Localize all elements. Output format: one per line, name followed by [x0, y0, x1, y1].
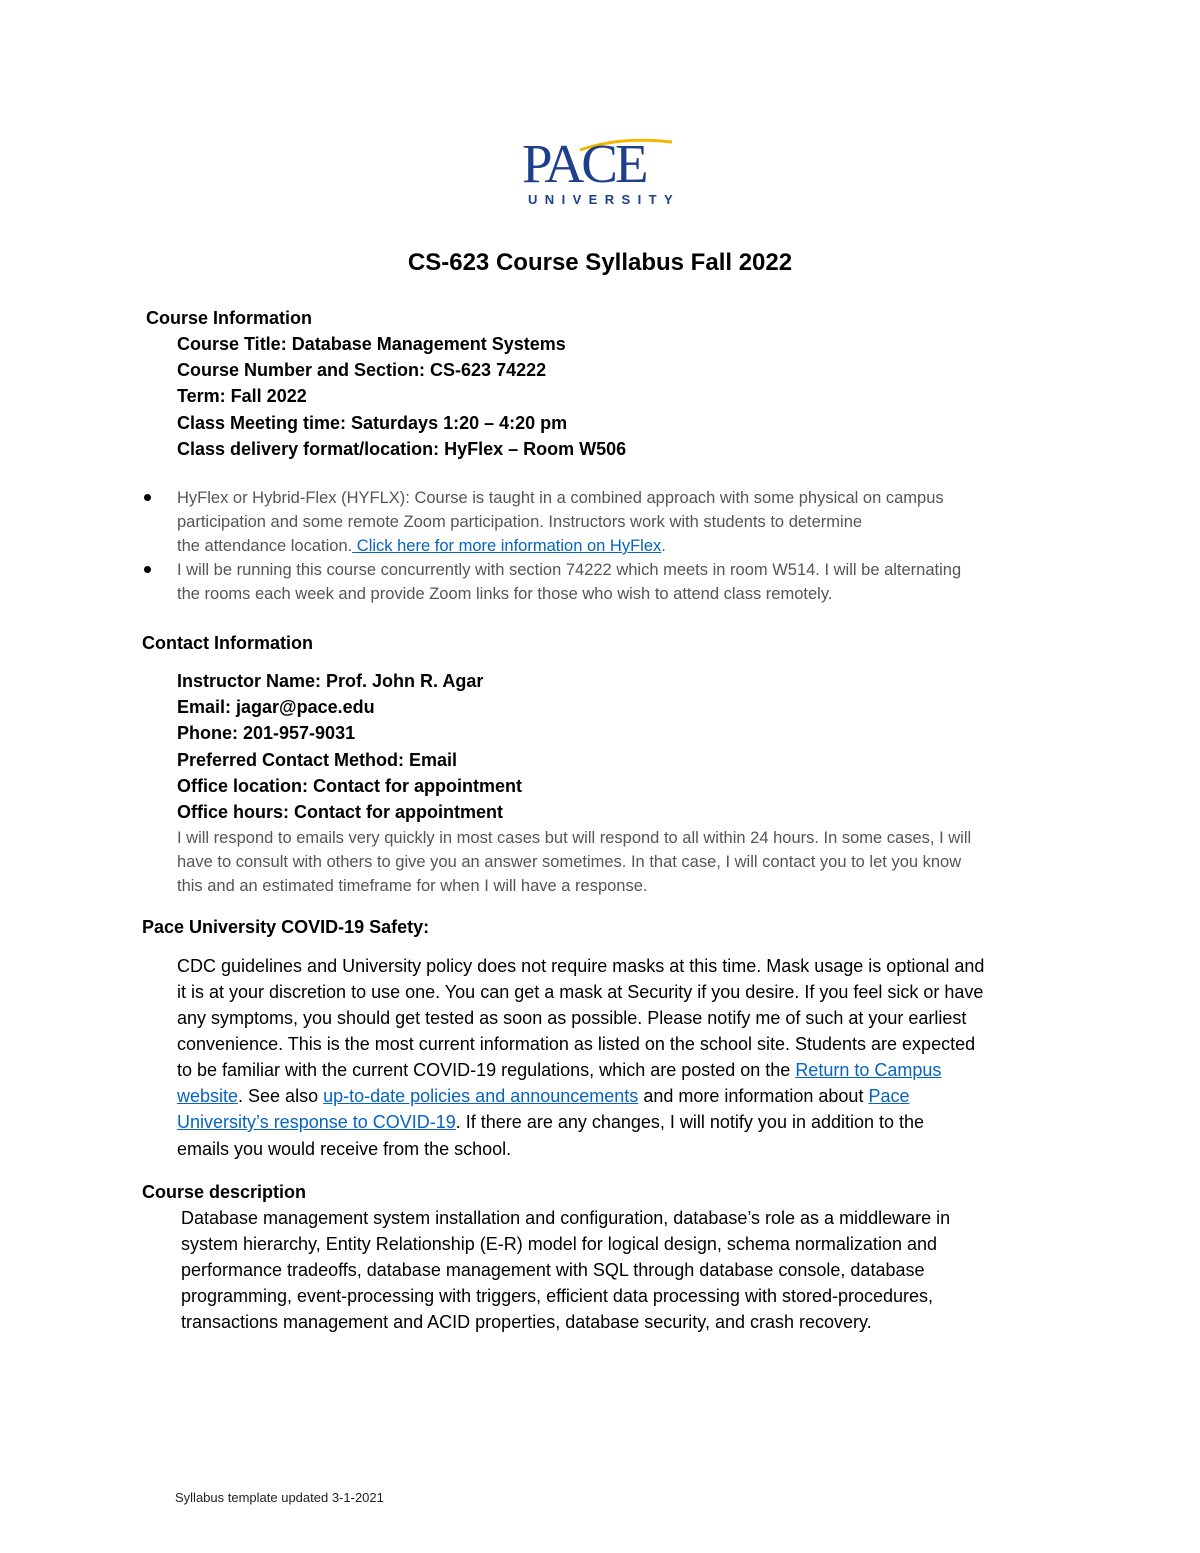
- hyflex-bullet-line3: [177, 534, 666, 558]
- covid-line7-text: . If there are any changes, I will notify you in addition to the: [455, 1112, 925, 1132]
- description-line4: programming, event-processing with triggers, efficient data processing with stored-procedures,: [181, 1286, 934, 1306]
- response-note-line2: have to consult with others to give you an answer sometimes. In that case, I will contact you to let you know: [177, 853, 962, 871]
- covid-line1: CDC guidelines and University policy does not require masks at this time. Mask usage is optional and: [177, 956, 985, 976]
- pace-covid-response-link[interactable]: Pace: [868, 1086, 910, 1106]
- response-note-line1: I will respond to emails very quickly in most cases but will respond to all within 24 hours. In some cases, I will: [177, 829, 972, 847]
- description-line2: system hierarchy, Entity Relationship (E-R) model for logical design, schema normalization and: [181, 1234, 937, 1254]
- phone-line: Phone: 201-957-9031: [177, 723, 356, 743]
- return-to-campus-link[interactable]: Return to Campus: [795, 1060, 942, 1080]
- covid-line6-text1: . See also: [238, 1086, 324, 1106]
- covid-line8: emails you would receive from the school.: [177, 1139, 512, 1159]
- hyflex-bullet-line2: participation and some remote Zoom participation. Instructors work with students to determine: [177, 513, 863, 531]
- delivery-format-line: Class delivery format/location: HyFlex – Room W506: [177, 439, 627, 459]
- section-bullet-line2: the rooms each week and provide Zoom links for those who wish to attend class remotely.: [177, 585, 833, 603]
- response-note-line3: this and an estimated timeframe for when I will have a response.: [177, 877, 648, 895]
- footer-note: Syllabus template updated 3-1-2021: [175, 1490, 384, 1505]
- office-hours-line: Office hours: Contact for appointment: [177, 802, 503, 822]
- course-info-heading: Course Information: [146, 308, 313, 328]
- instructor-name-line: Instructor Name: Prof. John R. Agar: [177, 671, 484, 691]
- pace-university-logo: [522, 133, 682, 210]
- covid-line3: any symptoms, you should get tested as soon as possible. Please notify me of such at your earliest: [177, 1008, 967, 1028]
- description-line3: performance tradeoffs, database management with SQL through database console, database: [181, 1260, 925, 1280]
- policies-announcements-link[interactable]: up-to-date policies and announcements: [323, 1086, 639, 1106]
- hyflex-bullet-line1: HyFlex or Hybrid-Flex (HYFLX): Course is taught in a combined approach with some physical on campus: [177, 489, 944, 507]
- section-bullet-line1: I will be running this course concurrently with section 74222 which meets in room W514. I will be alternating: [177, 561, 962, 579]
- course-description-heading: Course description: [142, 1182, 307, 1202]
- covid-line5-text: to be familiar with the current COVID-19 regulations, which are posted on the: [177, 1060, 796, 1080]
- covid-line6-text2: and more information about: [638, 1086, 869, 1106]
- covid-heading: Pace University COVID-19 Safety:: [142, 917, 430, 937]
- meeting-time-line: Class Meeting time: Saturdays 1:20 – 4:20 pm: [177, 413, 568, 433]
- preferred-contact-line: Preferred Contact Method: Email: [177, 750, 458, 770]
- office-location-line: Office location: Contact for appointment: [177, 776, 522, 796]
- logo-wordmark: PACE: [522, 133, 646, 194]
- description-line1: Database management system installation and configuration, database’s role as a middleware in: [181, 1208, 951, 1228]
- pace-covid-response-link-cont[interactable]: University’s response to COVID-19: [177, 1112, 456, 1132]
- description-line5: transactions management and ACID properties, database security, and crash recovery.: [181, 1312, 872, 1332]
- document-title: CS-623 Course Syllabus Fall 2022: [407, 249, 793, 276]
- hyflex-bullet-text: the attendance location.: [177, 537, 353, 555]
- hyflex-info-link[interactable]: Click here for more information on HyFlex: [352, 537, 662, 555]
- logo-subtitle: UNIVERSITY: [528, 192, 681, 207]
- covid-line4: convenience. This is the most current information as listed on the school site. Students are expected: [177, 1034, 976, 1054]
- term-line: Term: Fall 2022: [177, 386, 307, 406]
- contact-info-heading: Contact Information: [142, 633, 313, 653]
- covid-line7: [177, 1109, 924, 1135]
- hyflex-bullet-period: .: [661, 537, 666, 555]
- return-to-campus-link-cont[interactable]: website: [177, 1086, 239, 1106]
- covid-line2: it is at your discretion to use one. You can get a mask at Security if you desire. If you feel sick or have: [177, 982, 984, 1002]
- covid-line5: [177, 1057, 941, 1083]
- course-title-line: Course Title: Database Management Systems: [177, 334, 566, 354]
- email-line: Email: jagar@pace.edu: [177, 697, 375, 717]
- bullet-icon: [144, 566, 151, 573]
- bullet-icon: [144, 494, 151, 501]
- covid-line6: [177, 1083, 909, 1109]
- course-number-line: Course Number and Section: CS-623 74222: [177, 360, 547, 380]
